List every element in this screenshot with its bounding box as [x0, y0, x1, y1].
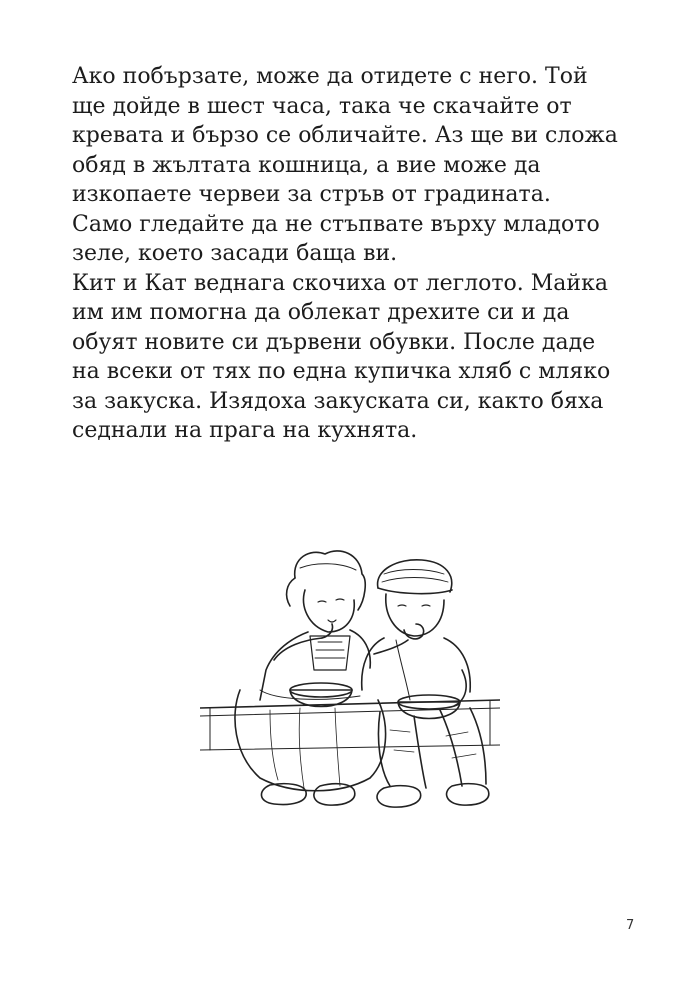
text-line: кревата и бързо се обличайте. Аз ще ви сложа [72, 123, 618, 148]
text-line: ще дойде в шест часа, така че скачайте от [72, 93, 572, 119]
text-line: им им помогна да облекат дрехите си и да [72, 300, 570, 325]
text-line: зеле, което засади баща ви. [72, 241, 398, 266]
paragraph-2 [72, 269, 662, 446]
text-line: за закуска. Изядоха закуската си, както бяха [72, 388, 604, 414]
text-line: на всеки от тях по една купичка хляб с мляко [72, 359, 611, 384]
children-illustration [200, 540, 500, 815]
girl-figure [235, 551, 386, 805]
text-line: обуят новите си дървени обувки. После даде [72, 329, 596, 355]
paragraph-1 [72, 62, 662, 269]
text-line: Ако побързате, може да отидете с него. Той [72, 64, 588, 89]
text-line: седнали на прага на кухнята. [72, 418, 418, 443]
text-line: Само гледайте да не стъпвате върху младото [72, 211, 600, 237]
text-line: Кит и Кат веднага скочиха от леглото. Майка [72, 270, 608, 296]
doorstep [200, 700, 500, 750]
boy-figure [362, 560, 489, 807]
text-line: изкопаете червеи за стръв от градината. [72, 182, 551, 207]
body-text [72, 62, 662, 446]
page-number: 7 [626, 918, 635, 933]
text-line: обяд в жълтата кошница, а вие може да [72, 152, 541, 178]
